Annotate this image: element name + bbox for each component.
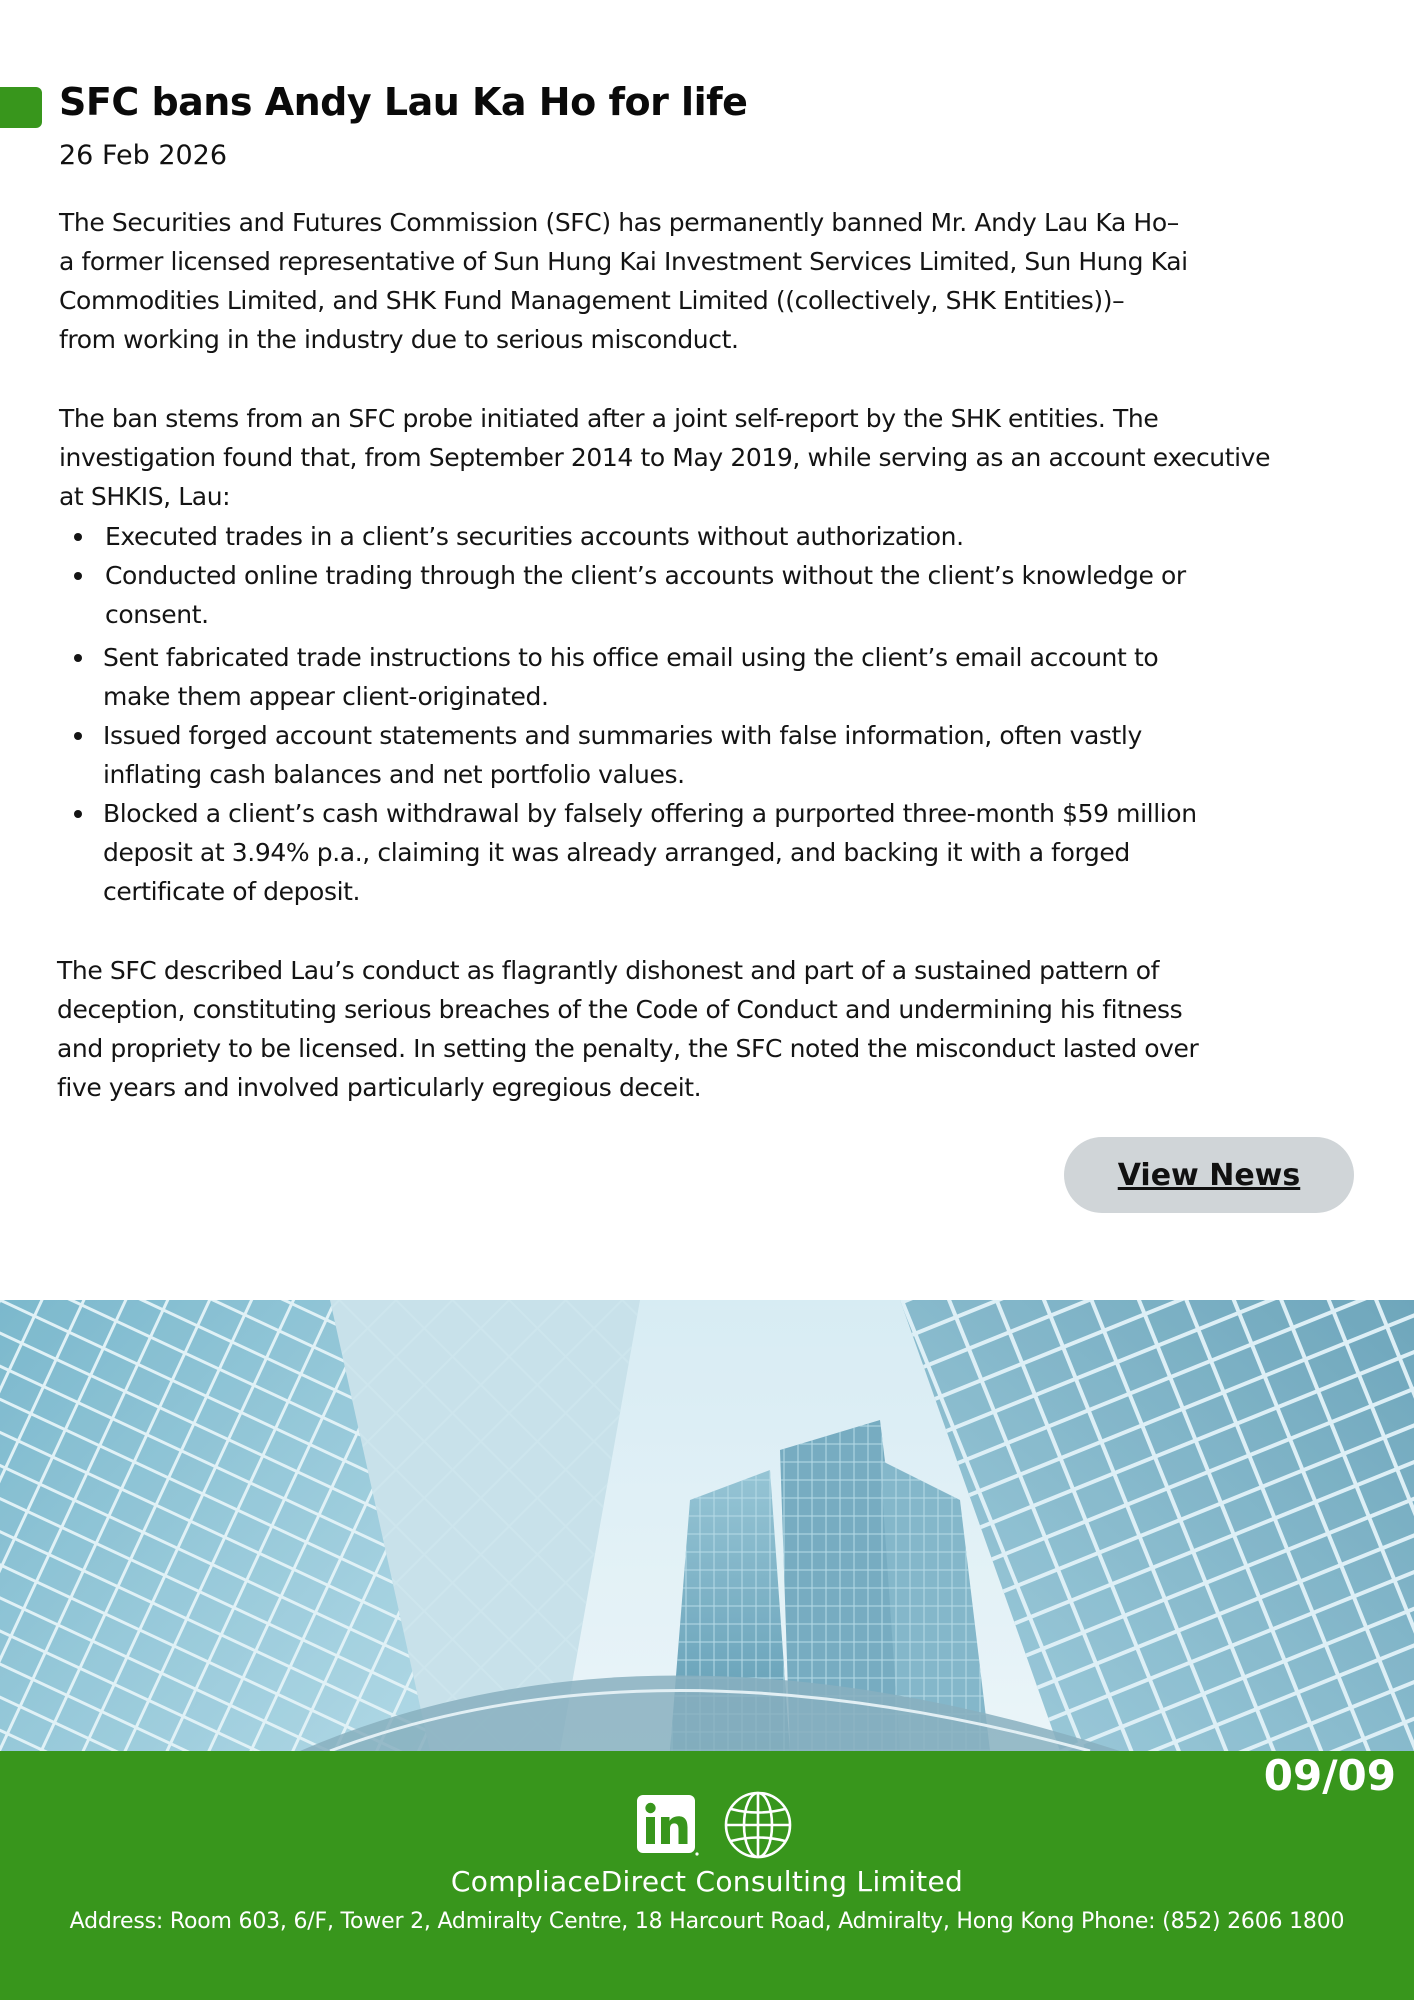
paragraph-line: Commodities Limited, and SHK Fund Management Limited ((collectively, SHK Entities))–	[59, 286, 1125, 315]
company-address: Address: Room 603, 6/F, Tower 2, Admiralty Centre, 18 Harcourt Road, Admiralty, Hong Kong Phone: (852) 2606 1800	[69, 1909, 1345, 1934]
article-title: SFC bans Andy Lau Ka Ho for life	[59, 80, 748, 124]
paragraph-line: and propriety to be licensed. In setting the penalty, the SFC noted the misconduct lasted over	[57, 1034, 1199, 1063]
linkedin-icon[interactable]	[635, 1793, 699, 1857]
list-item-line: certificate of deposit.	[103, 877, 361, 906]
list-item	[72, 716, 1372, 794]
paragraph-intro	[59, 203, 1379, 359]
paragraph-line: The Securities and Futures Commission (SFC) has permanently banned Mr. Andy Lau Ka Ho–	[59, 208, 1179, 237]
list-item-line: Blocked a client’s cash withdrawal by falsely offering a purported three-month $59 million	[103, 799, 1197, 828]
title-accent-square	[0, 87, 42, 128]
list-item-line: deposit at 3.94% p.a., claiming it was already arranged, and backing it with a forged	[103, 838, 1130, 867]
paragraph-line: five years and involved particularly egregious deceit.	[57, 1073, 702, 1102]
paragraph-line: investigation found that, from September 2014 to May 2019, while serving as an account executive	[59, 443, 1271, 472]
list-item-line: Executed trades in a client’s securities accounts without authorization.	[105, 522, 964, 551]
list-item-line: Sent fabricated trade instructions to his office email using the client’s email account to	[103, 643, 1159, 672]
list-item-line: inflating cash balances and net portfolio values.	[103, 760, 685, 789]
paragraph-line: The SFC described Lau’s conduct as flagrantly dishonest and part of a sustained pattern of	[57, 956, 1160, 985]
globe-icon[interactable]	[723, 1790, 793, 1860]
list-item-line: Issued forged account statements and summaries with false information, often vastly	[103, 721, 1142, 750]
skyscraper-banner-image	[0, 1300, 1414, 1751]
list-item	[72, 638, 1372, 716]
list-item	[72, 517, 1372, 556]
paragraph-line: at SHKIS, Lau:	[59, 482, 231, 511]
paragraph-investigation	[59, 399, 1379, 516]
skyscraper-illustration	[0, 1300, 1414, 1751]
view-news-button[interactable]: View News	[1064, 1137, 1354, 1213]
paragraph-conclusion	[57, 951, 1377, 1107]
paragraph-line: deception, constituting serious breaches of the Code of Conduct and undermining his fitness	[57, 995, 1183, 1024]
footer	[0, 1751, 1414, 2000]
paragraph-line: a former licensed representative of Sun Hung Kai Investment Services Limited, Sun Hung Kai	[59, 247, 1188, 276]
list-item-line: make them appear client-originated.	[103, 682, 549, 711]
company-name: CompliaceDirect Consulting Limited	[450, 1865, 964, 1898]
paragraph-line: The ban stems from an SFC probe initiated after a joint self-report by the SHK entities. The	[59, 404, 1159, 433]
list-item	[72, 556, 1372, 634]
page-number: 09/09	[1263, 1751, 1396, 1800]
list-item-line: Conducted online trading through the client’s accounts without the client’s knowledge or	[105, 561, 1186, 590]
list-item-line: consent.	[105, 600, 209, 629]
article-date: 26 Feb 2026	[59, 140, 228, 171]
list-item	[72, 794, 1372, 911]
footer-icons	[635, 1790, 793, 1860]
paragraph-line: from working in the industry due to serious misconduct.	[59, 325, 739, 354]
misconduct-list	[72, 517, 1372, 911]
